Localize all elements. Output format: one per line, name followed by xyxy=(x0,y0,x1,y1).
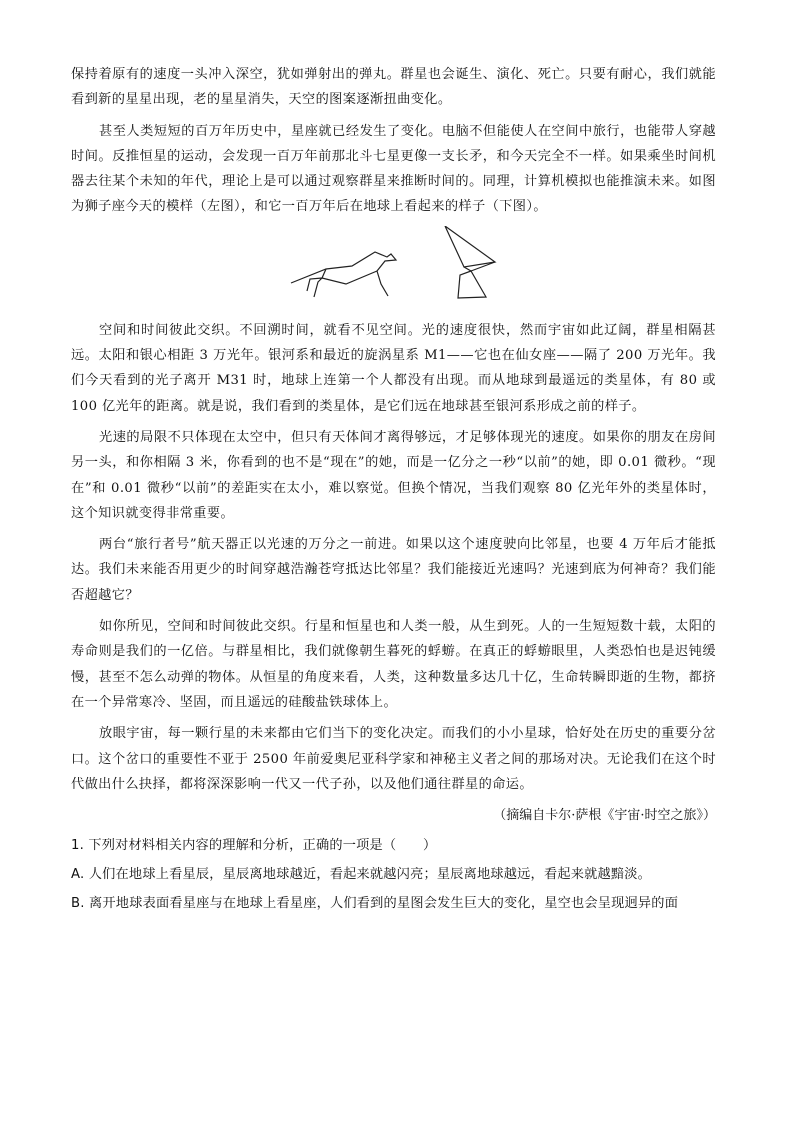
leo-future-link xyxy=(464,267,471,271)
document-page xyxy=(71,62,716,918)
leo-future-triangle-top xyxy=(445,226,495,267)
article-paragraph-5: 两台“旅行者号”航天器正以光速的万分之一前进。如果以这个速度驶向比邻星，也要 4 万年后才能抵达。我们未来能否用更少的时间穿越浩瀚苍穹抵达比邻星？我们能接近光速吗？光速到底为何神奇？我们能否超越它？ xyxy=(71,537,716,603)
leo-today-line-leg-mid xyxy=(314,278,322,297)
leo-today-diagram xyxy=(289,226,439,310)
question-1-option-a: A. 人们在地球上看星辰，星辰离地球越近，看起来就越闪亮；星辰离地球越远，看起来就越黯淡。 xyxy=(71,867,652,883)
article-source: （摘编自卡尔·萨根《宇宙·时空之旅》） xyxy=(493,808,716,824)
leo-future-quad xyxy=(458,271,486,298)
article-paragraph-7: 放眼宇宙，每一颗行星的未来都由它们当下的变化决定。而我们的小小星球，恰好处在历史的重要分岔口。这个岔口的重要性不亚于 2500 年前爱奥尼亚科学家和神秘主义者之间的那场对决。无论我们在这个时代做出什么抉择，都将深深影响一代又一代子孙，以及他们通往群星的命运。 xyxy=(71,726,716,792)
article-paragraph-1: 保持着原有的速度一头冲入深空，犹如弹射出的弹丸。群星也会诞生、演化、死亡。只要有耐心，我们就能看到新的星星出现，老的星星消失，天空的图案逐渐扭曲变化。 xyxy=(71,67,716,108)
article-paragraph-4: 光速的局限不只体现在太空中，但只有天体间才离得够远，才足够体现光的速度。如果你的朋友在房间另一头，和你相隔 3 米，你看到的也不是“现在”的她，而是一亿分之一秒“以前”的她，即 0.01 微秒。“现在”和 0.01 微秒“以前”的差距实在太小，难以察觉。但换个情况，当我们观察 80 亿光年外的类星体时，这个知识就变得非常重要。 xyxy=(71,429,716,521)
question-1 xyxy=(71,831,716,918)
article-paragraph-6: 如你所见，空间和时间彼此交织。行星和恒星也和人类一般，从生到死。人的一生短短数十载，太阳的寿命则是我们的一亿倍。与群星相比，我们就像朝生暮死的蜉蝣。在真正的蜉蝣眼里，人类恐怕也是迟钝缓慢，甚至不怎么动弹的物体。从恒星的角度来看，人类，这种数量多达几十亿，生命转瞬即逝的生物，都挤在一个异常寒冷、坚固，而且遥远的硅酸盐铁球体上。 xyxy=(71,619,716,710)
leo-today-line-belly xyxy=(322,271,377,284)
article-paragraph-2: 甚至人类短短的百万年历史中，星座就已经发生了变化。电脑不但能使人在空间中旅行，也能带人穿越时间。反推恒星的运动，会发现一百万年前那北斗七星更像一支长矛，和今天完全不一样。如果乘坐时间机器去往某个未知的年代，理论上是可以通过观察群星来推断时间的。同理，计算机模拟也能推演未来。如图为狮子座今天的模样（左图），和它一百万年后在地球上看起来的样子（下图）。 xyxy=(71,123,716,215)
leo-constellation-figure xyxy=(71,226,716,310)
article-paragraph-3: 空间和时间彼此交织。不回溯时间，就看不见空间。光的速度很快，然而宇宙如此辽阔，群星相隔甚远。太阳和银心相距 3 万光年。银河系和最近的旋涡星系 M1——它也在仙女座——隔了 200 万光年。我们今天看到的光子离开 M31 时，地球上连第一个人都没有出现。而从地球到最遥远的类星体，有 80 或 100 亿光年的距离。就是说，我们看到的类星体，是它们远在地球甚至银河系形成之前的样子。 xyxy=(71,322,716,414)
leo-today-line-main xyxy=(291,252,396,296)
question-1-option-b: B. 离开地球表面看星座与在地球上看星座，人们看到的星图会发生巨大的变化，星空也会呈现迥异的面 xyxy=(71,896,679,912)
question-1-stem: 1. 下列对材料相关内容的理解和分析，正确的一项是（ ） xyxy=(71,838,437,854)
leo-future-diagram xyxy=(439,226,529,310)
